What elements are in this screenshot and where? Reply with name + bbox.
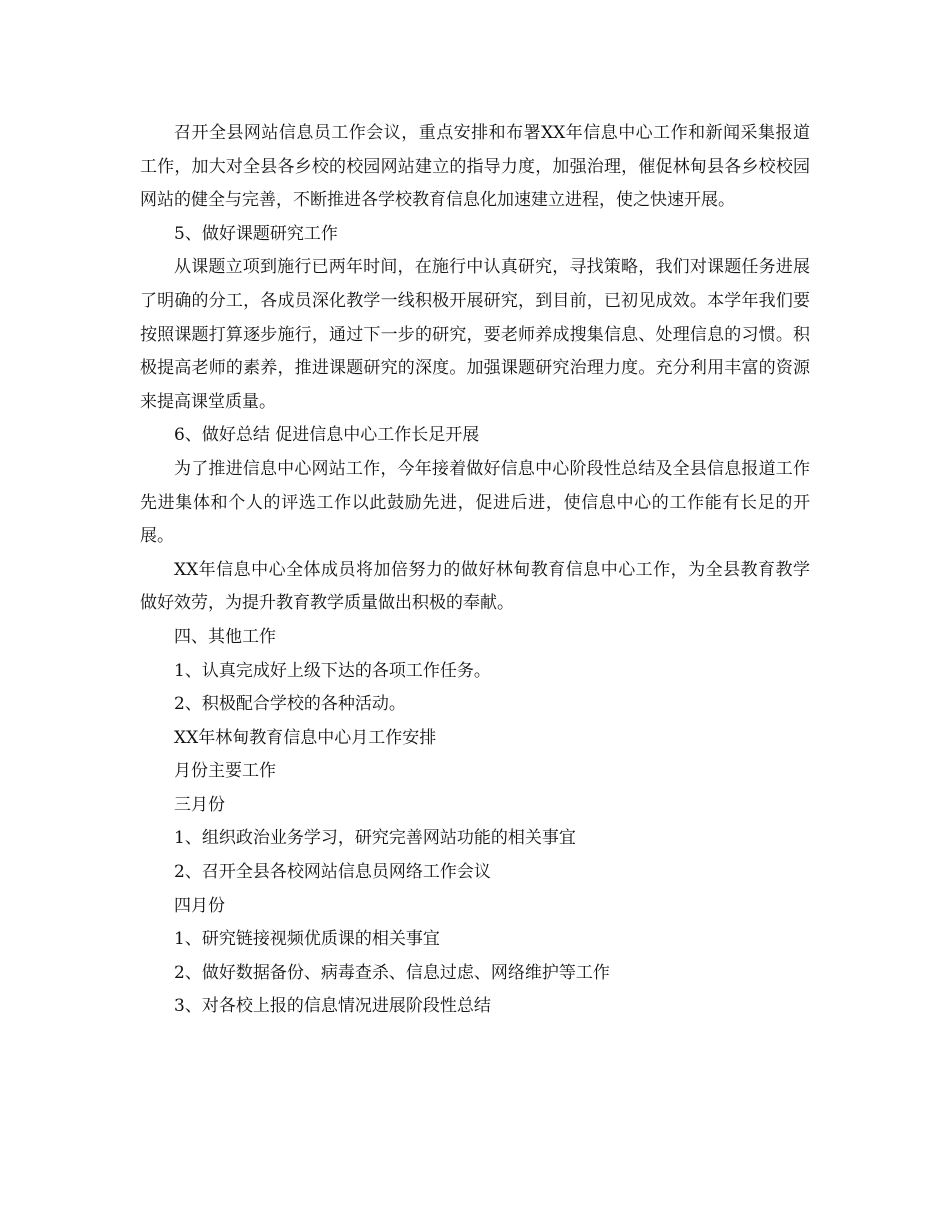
heading-other-work: 四、其他工作 (174, 626, 276, 647)
month-april: 四月份 (174, 895, 225, 916)
paragraph-annual-commitment: XX年信息中心全体成员将加倍努力的做好林甸教育信息中心工作，为全县教育教学做好效劳，为提升教育教学质量做出积极的奉献。 (140, 559, 810, 614)
month-march: 三月份 (174, 794, 225, 815)
april-item-1: 1、研究链接视频优质课的相关事宜 (174, 929, 440, 950)
march-item-1: 1、组织政治业务学习，研究完善网站功能的相关事宜 (174, 828, 576, 849)
march-item-2: 2、召开全县各校网站信息员网络工作会议 (174, 862, 491, 883)
paragraph-research-progress: 从课题立项到施行已两年时间，在施行中认真研究，寻找策略，我们对课题任务进展了明确的分工，各成员深化教学一线积极开展研究，到目前，已初见成效。本学年我们要按照课题打算逐步施行，通过下一步的研究，要老师养成搜集信息、处理信息的习惯。积极提高老师的素养，推进课题研究的深度。加强课题研究治理力度。充分利用丰富的资源来提高课堂质量。 (140, 257, 810, 412)
april-item-2: 2、做好数据备份、病毒查杀、信息过虑、网络维护等工作 (174, 962, 610, 983)
schedule-header: 月份主要工作 (174, 761, 276, 782)
paragraph-summary-evaluation: 为了推进信息中心网站工作，今年接着做好信息中心阶段性总结及全县信息报道工作先进集体和个人的评选工作以此鼓励先进，促进后进，使信息中心的工作能有长足的开展。 (140, 458, 810, 547)
schedule-title: XX年林甸教育信息中心月工作安排 (174, 727, 437, 748)
heading-research-work: 5、做好课题研究工作 (174, 223, 338, 244)
heading-summary-work: 6、做好总结 促进信息中心工作长足开展 (174, 425, 480, 446)
paragraph-website-meeting: 召开全县网站信息员工作会议，重点安排和布署XX年信息中心工作和新闻采集报道工作，加大对全县各乡校的校园网站建立的指导力度，加强治理，催促林甸县各乡校校园网站的健全与完善，不断推进各学校教育信息化加速建立进程，使之快速开展。 (140, 123, 810, 211)
april-item-3: 3、对各校上报的信息情况进展阶段性总结 (174, 996, 491, 1017)
list-item-other-1: 1、认真完成好上级下达的各项工作任务。 (174, 660, 491, 681)
list-item-other-2: 2、积极配合学校的各种活动。 (174, 694, 406, 715)
document-body (140, 117, 810, 1024)
